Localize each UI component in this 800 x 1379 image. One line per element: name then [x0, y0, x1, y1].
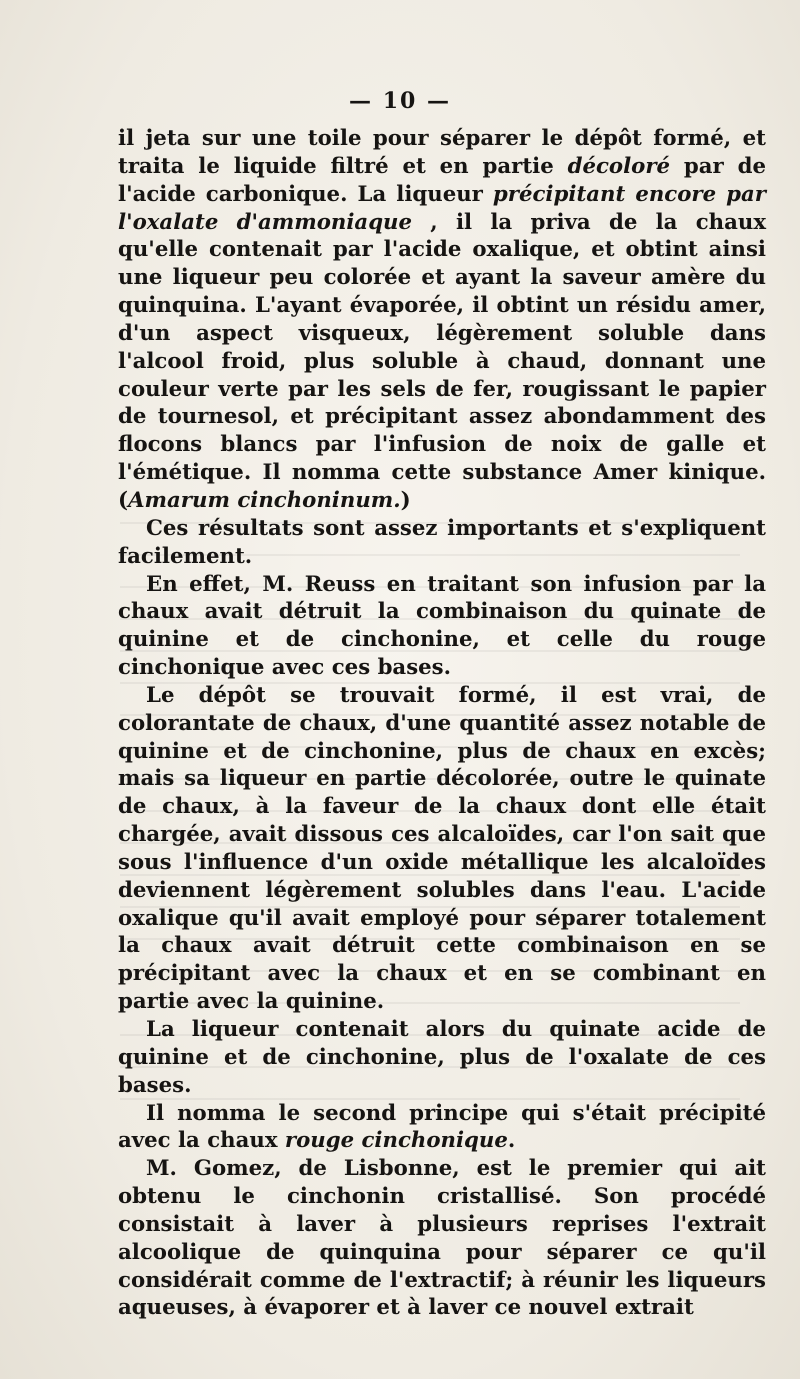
paragraph-5: [118, 1016, 766, 1100]
text-segment: il jeta sur une toile pour séparer le dépôt formé, et traita le liquide filtré et en partie: [118, 126, 766, 179]
text-segment: Il nomma le second principe qui s'était précipité avec la chaux: [118, 1100, 766, 1154]
text-segment: par de l'acide carbonique. La liqueur: [118, 153, 767, 207]
paragraph-4: [118, 682, 766, 1016]
text-segment: En effet, M. Reuss en traitant son infusion par la chaux avait détruit la combinaison du quinate de quinine et de cinchonine, et celle du rouge cinchonique avec ces bases.: [118, 571, 766, 681]
text-segment: ): [400, 487, 411, 513]
text-segment: Le dépôt se trouvait formé, il est vrai, de colorantate de chaux, d'une quantité assez notable de quinine et de cinchonine, plus de chaux en excès; mais sa liqueur en partie décolorée, outre le quinate de chaux, à la faveur de la chaux dont elle était chargée, avait dissous ces alcaloïdes, car l'on sait que sous l'influence d'un oxide métallique les alcaloïdes deviennent légèrement solubles dans l'eau. L'acide oxalique qu'il avait employé pour séparer totalement la chaux avait détruit cette combinaison en se précipitant avec la chaux et en se combinant en partie avec la quinine.: [118, 682, 766, 1015]
italic-segment: rouge cinchonique: [284, 1128, 508, 1154]
page-number: — 10 —: [349, 88, 451, 114]
paragraph-3: [118, 571, 766, 682]
italic-segment: Amarum cinchoninum.: [128, 487, 401, 513]
text-segment: .: [507, 1128, 516, 1154]
text-segment: Ces résultats sont assez importants et s'expliquent facilement.: [118, 515, 766, 569]
body-text: [118, 125, 766, 1322]
italic-segment: décoloré: [567, 153, 671, 179]
paragraph-6: [118, 1100, 766, 1156]
text-segment: La liqueur contenait alors du quinate acide de quinine et de cinchonine, plus de l'oxalate de ces bases.: [118, 1017, 766, 1098]
paragraph-1: [118, 125, 766, 515]
paragraph-7: [118, 1155, 766, 1322]
paragraph-2: [118, 515, 766, 571]
text-segment: M. Gomez, de Lisbonne, est le premier qui ait obtenu le cinchonin cristallisé. Son procédé consistait à laver à plusieurs reprises l'extrait alcoolique de quinquina pour séparer ce qu'il considérait comme de l'extractif; à réunir les liqueurs aqueuses, à évaporer et à laver ce nouvel extrait: [118, 1156, 766, 1321]
text-segment: , il la priva de la chaux qu'elle contenait par l'acide oxalique, et obtint ainsi une liqueur peu colorée et ayant la saveur amère du quinquina. L'ayant évaporée, il obtint un résidu amer, d'un aspect visqueux, légèrement soluble dans l'alcool froid, plus soluble à chaud, donnant une couleur verte par les sels de fer, rougissant le papier de tournesol, et précipitant assez abondamment des flocons blancs par l'infusion de noix de galle et l'émétique. Il nomma cette substance Amer kinique. (: [118, 209, 766, 513]
italic-segment: précipitant encore par l'oxalate d'ammoniaque: [118, 181, 766, 235]
